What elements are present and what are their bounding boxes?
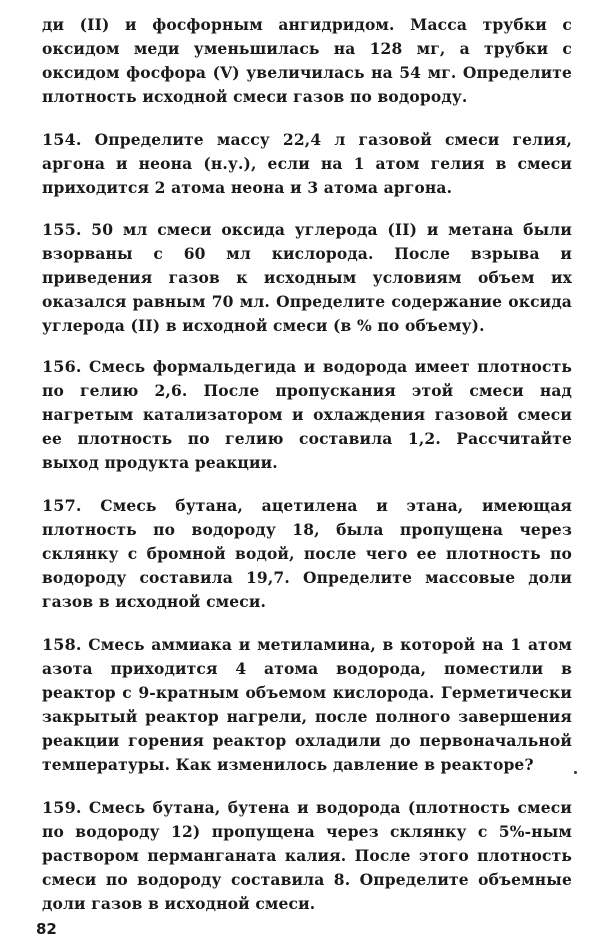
problem-159 xyxy=(42,796,572,916)
problem-number: 157. xyxy=(42,496,82,515)
page-number: 82 xyxy=(36,920,57,938)
problem-text: 50 мл смеси оксида углерода (II) и метана были взорваны с 60 мл кислорода. После взрыва и приведения газов к исходным условиям объем их оказался равным 70 мл. Определите содержание оксида углерода (II) в исходной смеси (в % по объему). xyxy=(42,220,572,335)
problem-number: 159. xyxy=(42,798,82,817)
problem-number: 154. xyxy=(42,130,82,149)
problem-text: Смесь бутана, бутена и водорода (плотность смеси по водороду 12) пропущена через склянку с 5%-ным раствором перманганата калия. После этого плотность смеси по водороду составила 8. Определите объемные доли газов в исходной смеси. xyxy=(42,798,572,913)
problem-number: 158. xyxy=(42,635,82,654)
problem-155 xyxy=(42,218,572,338)
problem-text: Смесь аммиака и метиламина, в которой на 1 атом азота приходится 4 атома водорода, поместили в реактор с 9-кратным объемом кислорода. Герметически закрытый реактор нагрели, после полного завершения реакции горения реактор охладили до первоначальной температуры. Как изменилось давление в реакторе? xyxy=(42,635,572,774)
problem-text: Смесь формальдегида и водорода имеет плотность по гелию 2,6. После пропускания этой смеси над нагретым катализатором и охлаждения газовой смеси ее плотность по гелию составила 1,2. Рассчитайте выход продукта реакции. xyxy=(42,357,573,472)
problem-number: 156. xyxy=(42,357,82,376)
problem-number: 155. xyxy=(42,220,82,239)
problem-158 xyxy=(42,633,572,777)
problem-156 xyxy=(42,355,572,475)
problem-154 xyxy=(42,128,572,200)
scan-speck xyxy=(574,771,577,774)
continuation-paragraph: ди (II) и фосфорным ангидридом. Масса трубки с оксидом меди уменьшилась на 128 мг, а трубки с оксидом фосфора (V) увеличилась на 54 мг. Определите плотность исходной смеси газов по водороду. xyxy=(42,15,572,106)
problem-157 xyxy=(42,494,572,614)
problem-text: Определите массу 22,4 л газовой смеси гелия, аргона и неона (н.у.), если на 1 атом гелия в смеси приходится 2 атома неона и 3 атома аргона. xyxy=(42,130,572,197)
problem-text: Смесь бутана, ацетилена и этана, имеющая плотность по водороду 18, была пропущена через склянку с бромной водой, после чего ее плотность по водороду составила 19,7. Определите массовые доли газов в исходной смеси. xyxy=(42,496,573,611)
